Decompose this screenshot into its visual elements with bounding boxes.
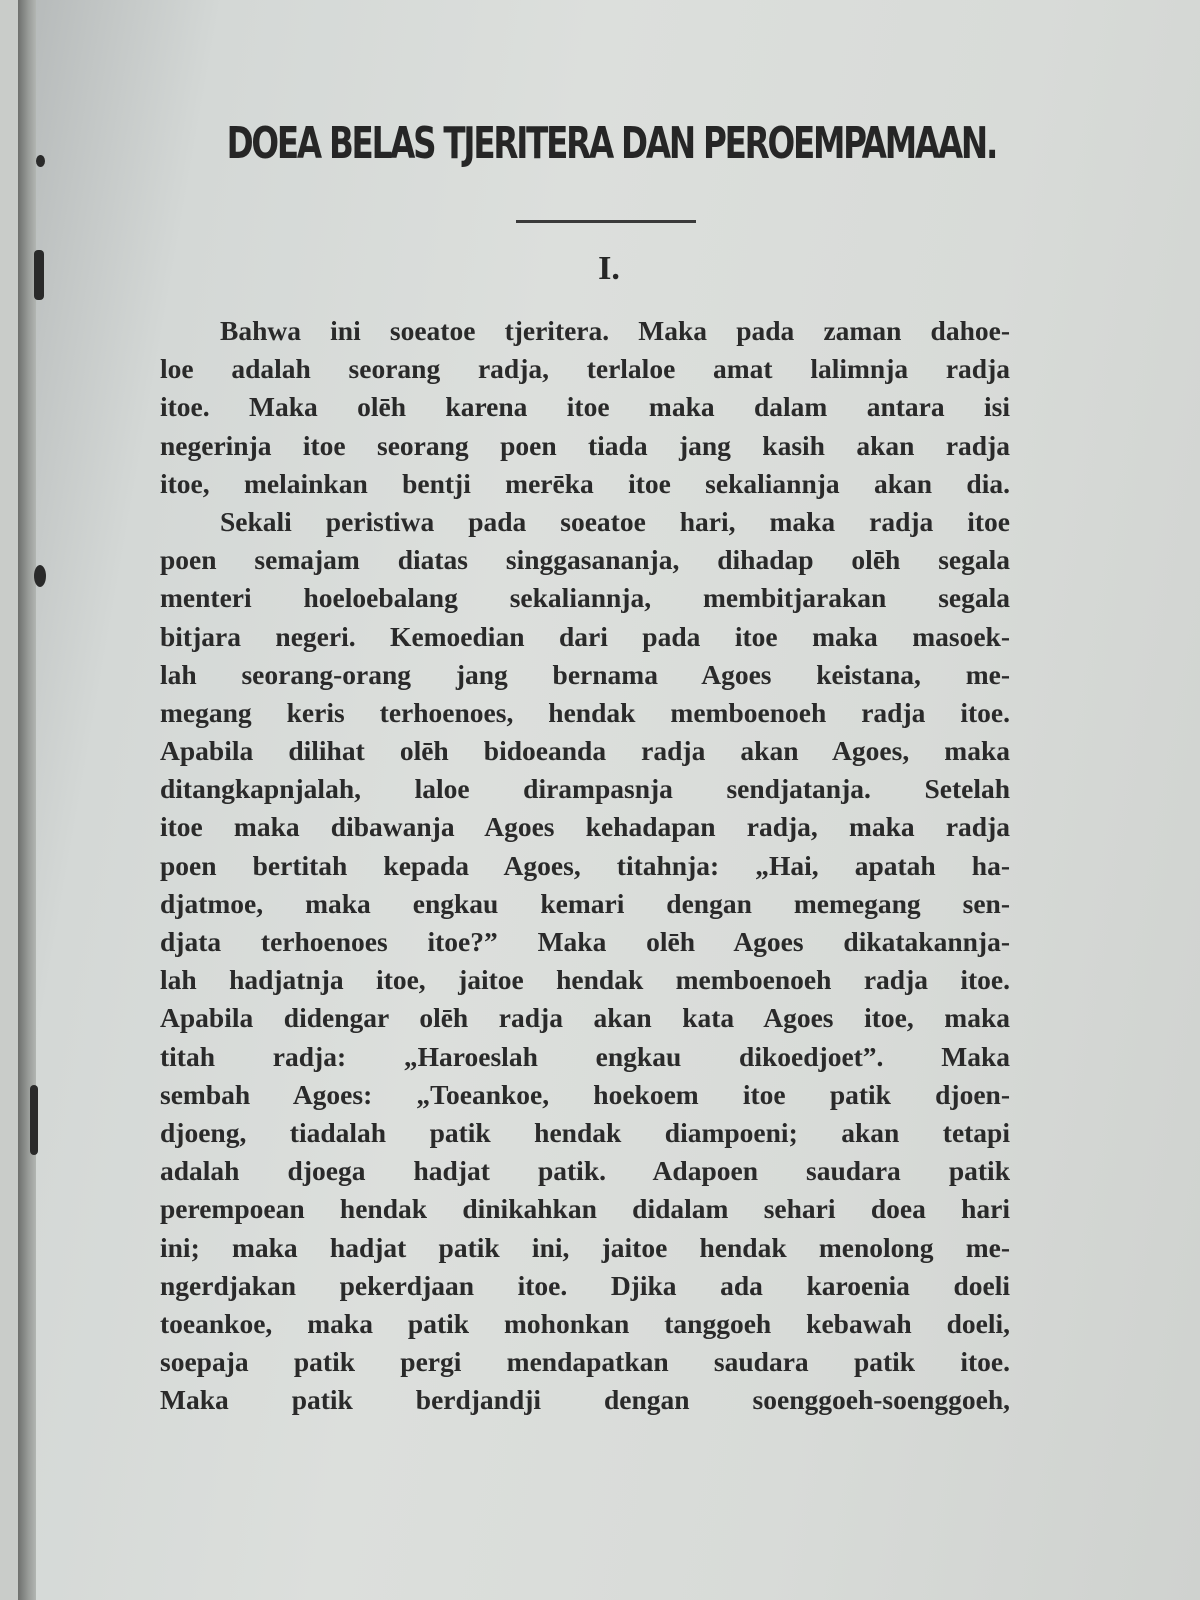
title-divider <box>516 220 696 223</box>
ink-smudge <box>34 565 46 587</box>
text-line: itoe, melainkan bentji merēka itoe sekaliannja akan dia. <box>160 467 1010 499</box>
body-text <box>160 312 1010 1419</box>
text-line: itoe. Maka olēh karena itoe maka dalam antara isi <box>160 391 1010 423</box>
text-line: negerinja itoe seorang poen tiada jang kasih akan radja <box>160 429 1010 461</box>
text-line: adalah djoega hadjat patik. Adapoen saudara patik <box>160 1155 1010 1187</box>
text-line: djoeng, tiadalah patik hendak diampoeni; akan tetapi <box>160 1116 1010 1148</box>
text-line: bitjara negeri. Kemoedian dari pada itoe maka masoek- <box>160 620 1010 652</box>
text-line: poen semajam diatas singgasananja, dihadap olēh segala <box>160 544 1010 576</box>
text-line: toeankoe, maka patik mohonkan tanggoeh kebawah doeli, <box>160 1307 1010 1339</box>
text-line: djatmoe, maka engkau kemari dengan memegang sen- <box>160 887 1010 919</box>
text-line: titah radja: „Haroeslah engkau dikoedjoet”. Maka <box>160 1040 1010 1072</box>
text-line: Bahwa ini soeatoe tjeritera. Maka pada zaman dahoe- <box>220 315 1010 346</box>
text-line: Sekali peristiwa pada soeatoe hari, maka radja itoe <box>220 505 1010 537</box>
text-line: Apabila dilihat olēh bidoeanda radja akan Agoes, maka <box>160 735 1010 767</box>
text-line: djata terhoenoes itoe?” Maka olēh Agoes dikatakannja- <box>160 926 1010 957</box>
text-line: Apabila didengar olēh radja akan kata Agoes itoe, maka <box>160 1002 1010 1034</box>
text-line: menteri hoeloebalang sekaliannja, membitjarakan segala <box>160 582 1010 614</box>
text-line: perempoean hendak dinikahkan didalam sehari doea hari <box>160 1193 1010 1225</box>
page-title: DOEA BELAS TJERITERA DAN PEROEMPAMAAN. <box>226 118 997 169</box>
text-line: poen bertitah kepada Agoes, titahnja: „Hai, apatah ha- <box>160 849 1010 881</box>
text-line: ini; maka hadjat patik ini, jaitoe hendak menolong me- <box>160 1231 1010 1263</box>
text-line: itoe maka dibawanja Agoes kehadapan radja, maka radja <box>160 811 1010 843</box>
text-line: Maka patik berdjandji dengan soenggoeh-soenggoeh, <box>160 1384 1010 1416</box>
ink-smudge <box>30 1085 38 1155</box>
ink-smudge <box>36 155 45 167</box>
text-line: ditangkapnjalah, laloe dirampasnja sendjatanja. Setelah <box>160 773 1010 805</box>
text-line: megang keris terhoenoes, hendak memboenoeh radja itoe. <box>160 696 1010 728</box>
page-binding-edge <box>18 0 36 1600</box>
text-line: lah hadjatnja itoe, jaitoe hendak memboenoeh radja itoe. <box>160 964 1010 996</box>
text-line: soepaja patik pergi mendapatkan saudara patik itoe. <box>160 1346 1010 1378</box>
text-line: loe adalah seorang radja, terlaloe amat lalimnja radja <box>160 353 1010 385</box>
text-line: lah seorang-orang jang bernama Agoes keistana, me- <box>160 658 1010 690</box>
section-number: I. <box>598 250 620 287</box>
book-page <box>18 0 1200 1600</box>
text-line: ngerdjakan pekerdjaan itoe. Djika ada karoenia doeli <box>160 1269 1010 1301</box>
text-line: sembah Agoes: „Toeankoe, hoekoem itoe patik djoen- <box>160 1078 1010 1110</box>
